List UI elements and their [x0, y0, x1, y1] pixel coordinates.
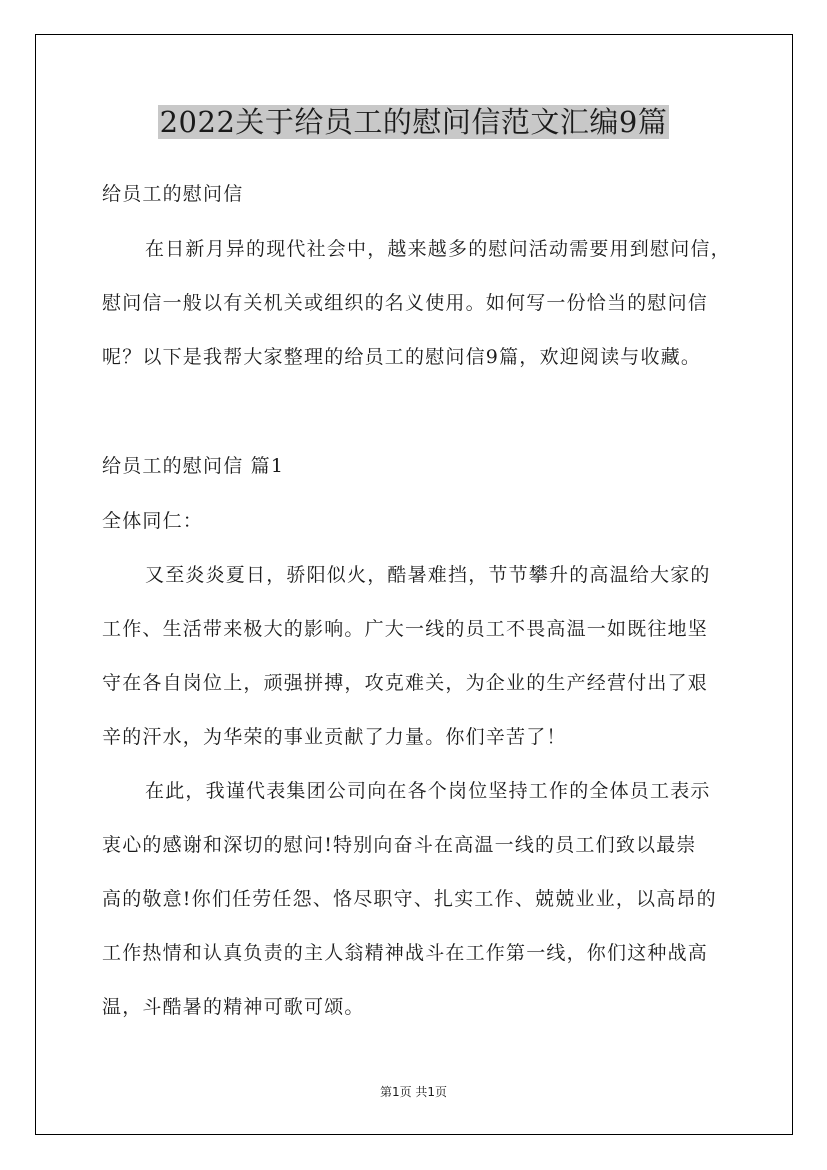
paragraph-line: 温，斗酷暑的精神可歌可颂。 [102, 996, 365, 1018]
paragraph-line: 衷心的感谢和深切的慰问!特别向奋斗在高温一线的员工们致以最崇 [102, 834, 697, 856]
paragraph-line: 工作热情和认真负责的主人翁精神战斗在工作第一线，你们这种战高 [102, 942, 709, 964]
document-title-text: 2022关于给员工的慰问信范文汇编9篇 [159, 105, 668, 139]
paragraph-line: 工作、生活带来极大的影响。广大一线的员工不畏高温一如既往地坚 [102, 618, 709, 640]
paragraph-line: 又至炎炎夏日，骄阳似火，酷暑难挡，节节攀升的高温给大家的 [145, 564, 711, 586]
section-heading: 给员工的慰问信 [102, 183, 244, 205]
intro-line: 呢？以下是我帮大家整理的给员工的慰问信9篇，欢迎阅读与收藏。 [102, 346, 702, 368]
intro-line: 在日新月异的现代社会中，越来越多的慰问活动需要用到慰问信， [145, 238, 731, 260]
paragraph-line: 辛的汗水，为华荣的事业贡献了力量。你们辛苦了！ [102, 726, 567, 748]
article-heading: 给员工的慰问信 篇1 [102, 455, 285, 477]
paragraph-line: 高的敬意!你们任劳任怨、恪尽职守、扎实工作、兢兢业业，以高昂的 [102, 888, 717, 910]
paragraph-line: 守在各自岗位上，顽强拼搏，攻克难关，为企业的生产经营付出了艰 [102, 672, 709, 694]
intro-line: 慰问信一般以有关机关或组织的名义使用。如何写一份恰当的慰问信 [102, 292, 709, 314]
document-title [0, 102, 827, 142]
paragraph-line: 在此，我谨代表集团公司向在各个岗位坚持工作的全体员工表示 [145, 780, 711, 802]
salutation: 全体同仁： [102, 510, 204, 532]
page-indicator: 第1页 共1页 [379, 1085, 448, 1099]
